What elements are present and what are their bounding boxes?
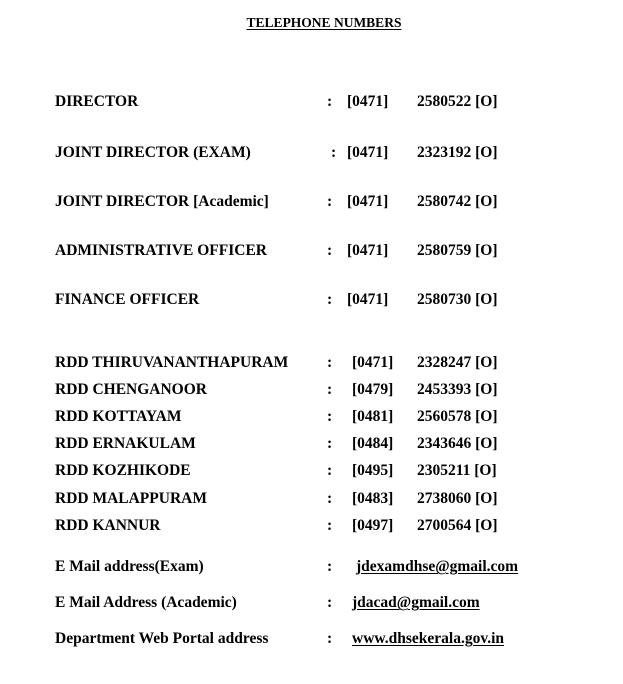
contact-label: E Mail Address (Academic) [55,594,237,611]
web-portal-link[interactable]: www.dhsekerala.gov.in [352,630,505,647]
phone-number: 2323192 [O] [417,144,498,161]
page-title: TELEPHONE NUMBERS [246,15,402,30]
rdd-label: RDD KOTTAYAM [55,408,182,425]
phone-number: 2580730 [O] [417,291,498,308]
rdd-row-kottayam [0,407,623,427]
email-academic-link[interactable]: jdacad@gmail.com [352,594,480,611]
rdd-row-kannur [0,516,623,536]
official-row-joint-director-exam [0,143,623,163]
official-row-director [0,92,623,112]
std-code: [0497] [352,517,394,534]
official-label: DIRECTOR [55,93,139,110]
std-code: [0484] [352,435,394,452]
rdd-label: RDD ERNAKULAM [55,435,196,452]
email-exam-link[interactable]: jdexamdhse@gmail.com [356,558,519,575]
std-code: [0471] [347,93,389,110]
phone-number: 2305211 [O] [417,462,497,479]
phone-number: 2580742 [O] [417,193,498,210]
std-code: [0471] [352,354,394,371]
std-code: [0495] [352,462,394,479]
contact-label: Department Web Portal address [55,630,269,647]
phone-number: 2580759 [O] [417,242,498,259]
phone-number: 2453393 [O] [417,381,498,398]
separator: : [327,193,333,210]
separator: : [327,93,333,110]
separator: : [327,517,333,534]
official-row-administrative-officer [0,241,623,261]
std-code: [0481] [352,408,394,425]
separator: : [327,291,333,308]
official-label: ADMINISTRATIVE OFFICER [55,242,267,259]
std-code: [0483] [352,490,394,507]
rdd-label: RDD CHENGANOOR [55,381,207,398]
contact-row-email-exam [0,557,623,577]
contact-row-email-academic [0,593,623,613]
separator: : [331,144,337,161]
rdd-row-kozhikode [0,461,623,481]
separator: : [327,490,333,507]
rdd-label: RDD THIRUVANANTHAPURAM [55,354,289,371]
phone-number: 2328247 [O] [417,354,498,371]
rdd-row-thiruvananthapuram [0,353,623,373]
std-code: [0471] [347,291,389,308]
separator: : [327,594,333,611]
separator: : [327,435,333,452]
rdd-row-malappuram [0,489,623,509]
separator: : [327,381,333,398]
rdd-row-ernakulam [0,434,623,454]
phone-number: 2343646 [O] [417,435,498,452]
official-row-joint-director-academic [0,192,623,212]
contact-label: E Mail address(Exam) [55,558,204,575]
official-label: JOINT DIRECTOR [Academic] [55,193,269,210]
separator: : [327,462,333,479]
std-code: [0471] [347,242,389,259]
phone-number: 2560578 [O] [417,408,498,425]
separator: : [327,242,333,259]
separator: : [327,408,333,425]
official-label: JOINT DIRECTOR (EXAM) [55,144,251,161]
std-code: [0471] [347,193,389,210]
separator: : [327,354,333,371]
rdd-label: RDD MALAPPURAM [55,490,207,507]
std-code: [0479] [352,381,394,398]
contact-row-web-portal [0,629,623,649]
separator: : [327,558,333,575]
phone-number: 2580522 [O] [417,93,498,110]
phone-number: 2738060 [O] [417,490,498,507]
official-label: FINANCE OFFICER [55,291,200,308]
phone-number: 2700564 [O] [417,517,498,534]
rdd-label: RDD KOZHIKODE [55,462,191,479]
rdd-row-chenganoor [0,380,623,400]
std-code: [0471] [347,144,389,161]
separator: : [327,630,333,647]
rdd-label: RDD KANNUR [55,517,161,534]
official-row-finance-officer [0,290,623,310]
